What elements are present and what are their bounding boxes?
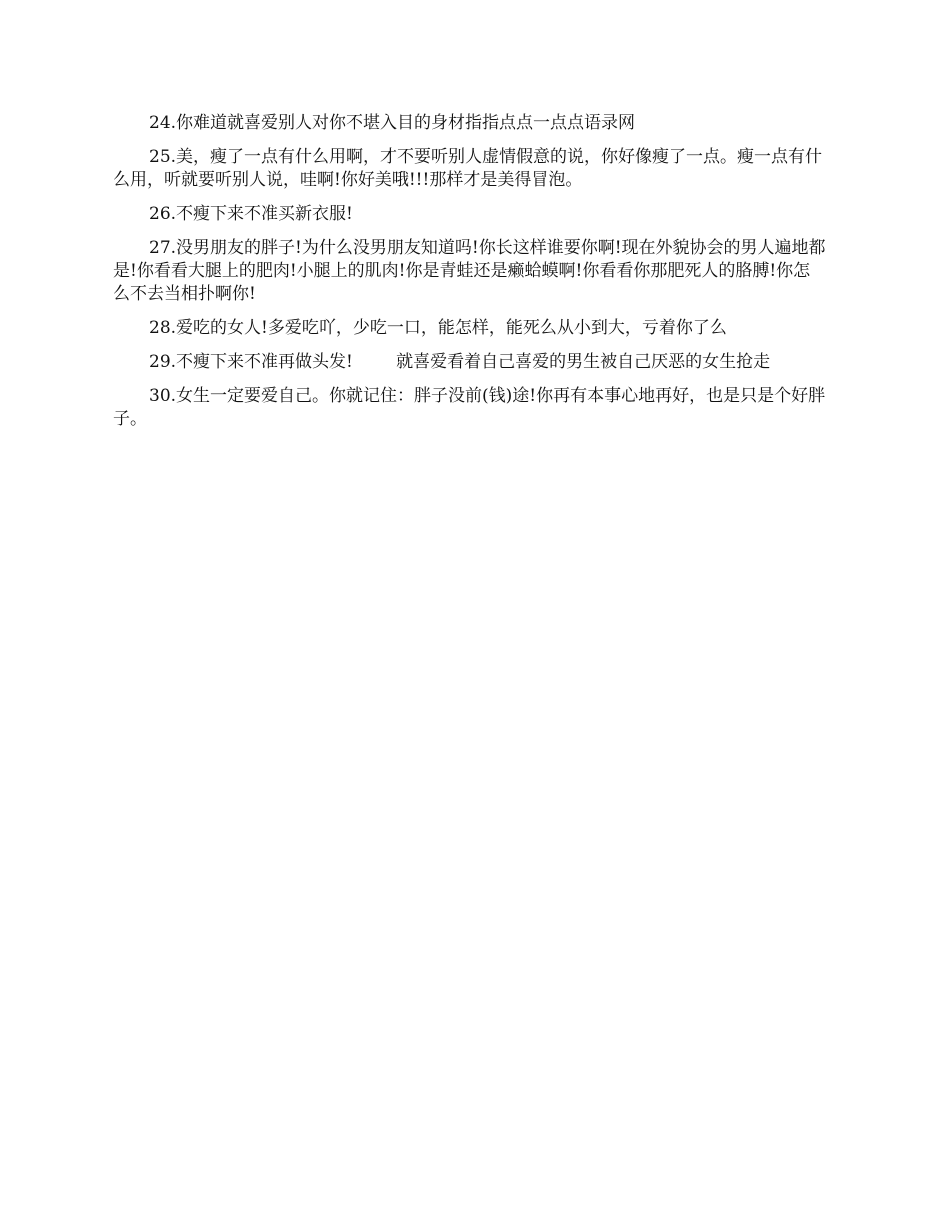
paragraph-29: 29.不瘦下来不准再做头发! 就喜爱看着自己喜爱的男生被自己厌恶的女生抢走 <box>149 352 771 372</box>
paragraph-28: 28.爱吃的女人!多爱吃吖，少吃一口，能怎样，能死么从小到大，亏着你了么 <box>149 318 727 338</box>
paragraph-25: 25.美，瘦了一点有什么用啊，才不要听别人虚情假意的说，你好像瘦了一点。瘦一点有什么用，听就要听别人说，哇啊!你好美哦!!!那样才是美得冒泡。 <box>113 147 823 190</box>
paragraph-27: 27.没男朋友的胖子!为什么没男朋友知道吗!你长这样谁要你啊!现在外貌协会的男人遍地都是!你看看大腿上的肥肉!小腿上的肌肉!你是青蛙还是癞蛤蟆啊!你看看你那肥死人的胳膊!你怎么不去当相扑啊你! <box>113 238 826 304</box>
paragraph-30: 30.女生一定要爱自己。你就记住：胖子没前(钱)途!你再有本事心地再好，也是只是个好胖子。 <box>113 386 826 429</box>
document-body <box>113 112 827 442</box>
paragraph-26: 26.不瘦下来不准买新衣服! <box>149 204 353 224</box>
paragraph-24: 24.你难道就喜爱别人对你不堪入目的身材指指点点一点点语录网 <box>149 113 636 133</box>
